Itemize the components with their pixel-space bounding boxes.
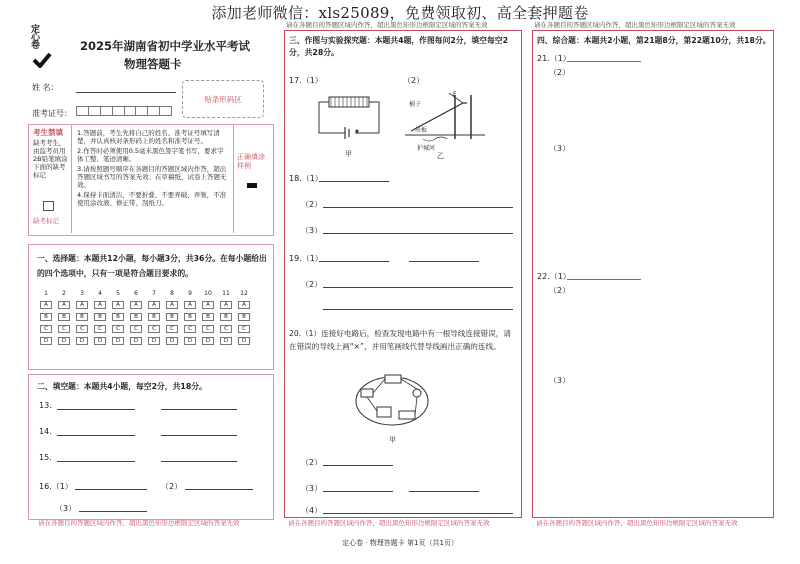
answer-sheet [26, 18, 778, 530]
choice-option-bubble[interactable]: D [112, 337, 124, 345]
q16-part3-label: （3） [55, 504, 77, 513]
q20-part3-label: （3） [301, 484, 323, 493]
choice-option-bubble[interactable]: A [58, 301, 70, 309]
choice-option-bubble[interactable]: A [40, 301, 52, 309]
instruction-2: 2.作答时必须使用0.5毫米黑色签字笔书写，要求字体工整、笔迹清晰。 [77, 147, 224, 163]
choice-option-bubble[interactable]: B [130, 313, 142, 321]
choice-number: 8 [170, 289, 174, 297]
column-middle [284, 18, 524, 530]
exam-no-boxes[interactable] [76, 106, 172, 116]
q22-label: 22.（1） [537, 272, 571, 281]
choice-option-bubble[interactable]: B [202, 313, 214, 321]
choice-option-bubble[interactable]: D [130, 337, 142, 345]
choice-option-bubble[interactable]: A [148, 301, 160, 309]
fig-b-label-1: 桶子 [409, 101, 422, 108]
fig-a-caption: 甲 [345, 150, 352, 158]
exam-no-label: 准考证号： [32, 109, 72, 118]
choice-option-bubble[interactable]: D [202, 337, 214, 345]
choice-option-bubble[interactable]: B [94, 313, 106, 321]
q22-part2-label: （2） [549, 286, 571, 295]
q20-blank-1[interactable] [323, 465, 393, 466]
comprehensive-title: 四、综合题：本题共2小题，第21题8分，第22题10分，共18分。 [537, 36, 771, 45]
section-fill [28, 374, 274, 520]
q18-label: 18.（1） [289, 174, 323, 183]
promo-banner: 添加老师微信：xls25089，免费领取初、高全套押题卷 [211, 4, 589, 22]
choice-option-bubble[interactable]: B [166, 313, 178, 321]
q15-blank-1[interactable] [57, 461, 135, 462]
choice-option-bubble[interactable]: C [130, 325, 142, 333]
choice-option-bubble[interactable]: A [94, 301, 106, 309]
q19-blank-3[interactable] [323, 287, 513, 288]
q15-blank-2[interactable] [161, 461, 237, 462]
top-warning-2: 请在各题目的答题区域内作答，超出黑色矩形边框限定区域的答案无效 [286, 21, 488, 29]
section-experiment [284, 30, 522, 518]
barcode-label: 贴条形码区 [204, 95, 242, 104]
choice-option-bubble[interactable]: A [202, 301, 214, 309]
name-field[interactable] [76, 92, 176, 93]
sheet-title: 物理答题卡 [124, 57, 182, 71]
instruction-1: 1.答题前，考生先将自己的姓名、准考证号填写清楚，并认真核对条形码上的姓名和准考证号。 [77, 129, 220, 145]
solenoid-figure [315, 91, 385, 147]
q14-label: 14. [39, 427, 52, 436]
logo-text: 定心卷 [29, 24, 39, 48]
choice-option-bubble[interactable]: D [40, 337, 52, 345]
choice-option-bubble[interactable]: D [220, 337, 232, 345]
fig-b-label-3: 护城河 [417, 145, 436, 152]
q13-blank-2[interactable] [161, 409, 237, 410]
q17-label: 17.（1） [289, 76, 323, 85]
choice-number: 12 [240, 289, 248, 297]
choice-option-bubble[interactable]: C [184, 325, 196, 333]
experiment-title: 三、作图与实验探究题：本题共4题，作图每问2分，填空每空2分，共28分。 [289, 36, 508, 57]
q20-text: 20.（1）连接好电路后，检查发现电路中有一根导线连接错误，请在错误的导线上画“×”，并用笔画线代替导线画出正确的连线。 [289, 329, 511, 351]
choice-number: 7 [152, 289, 156, 297]
q21-blank-1[interactable] [567, 61, 641, 62]
q20-blank-2[interactable] [323, 491, 393, 492]
choice-option-bubble[interactable]: B [238, 313, 250, 321]
choice-option-bubble[interactable]: A [184, 301, 196, 309]
choice-grid [37, 287, 253, 347]
choice-option-bubble[interactable]: D [76, 337, 88, 345]
choice-option-bubble[interactable]: C [148, 325, 160, 333]
q19-part2-label: （2） [301, 280, 323, 289]
fill-sample [247, 183, 257, 188]
instruction-4: 4.保持卡面清洁，不要折叠、不要弄破、弄皱，不准使用涂改液、修正带、刮纸刀。 [77, 191, 227, 207]
q16-label: 16.（1） [39, 482, 73, 491]
q20-part2-label: （2） [301, 458, 323, 467]
choice-number: 11 [222, 289, 230, 297]
choice-option-bubble[interactable]: B [148, 313, 160, 321]
candidate-check-body: 缺考考生，由监考员用2B铅笔填涂下面的缺考标记 [33, 139, 68, 179]
choice-option-bubble[interactable]: A [112, 301, 124, 309]
choice-option-bubble[interactable]: C [238, 325, 250, 333]
choice-title: 一、选择题：本题共12小题，每小题3分，共36分。在每小题给出的四个选项中，只有一项是符合题目要求的。 [37, 254, 267, 278]
choice-number: 5 [116, 289, 120, 297]
absent-mark-label: 缺考标记 [33, 217, 59, 225]
choice-option-bubble[interactable]: D [238, 337, 250, 345]
bottom-warning-3: 请在各题目的答题区域内作答，超出黑色矩形边框限定区域的答案无效 [536, 519, 738, 527]
choice-option-bubble[interactable]: C [40, 325, 52, 333]
choice-option-bubble[interactable]: C [58, 325, 70, 333]
notes-box [28, 124, 274, 236]
q21-label: 21.（1） [537, 54, 571, 63]
q14-blank-1[interactable] [57, 435, 135, 436]
choice-number: 9 [188, 289, 192, 297]
drawbridge-figure [405, 89, 485, 149]
column-left [26, 18, 274, 530]
choice-number: 4 [98, 289, 102, 297]
q18-blank-1[interactable] [319, 181, 389, 182]
checkmark-icon [32, 52, 52, 68]
choice-option-bubble[interactable]: C [112, 325, 124, 333]
q22-blank-1[interactable] [567, 279, 641, 280]
top-warning-3: 请在各题目的答题区域内作答，超出黑色矩形边框限定区域的答案无效 [534, 21, 736, 29]
choice-option-bubble[interactable]: A [220, 301, 232, 309]
q20-part4-label: （4） [301, 506, 323, 515]
choice-number: 3 [80, 289, 84, 297]
choice-option-bubble[interactable]: D [184, 337, 196, 345]
q20-blank-4[interactable] [323, 513, 513, 514]
section-comprehensive [532, 30, 774, 518]
choice-number: 2 [62, 289, 66, 297]
choice-number: 10 [204, 289, 212, 297]
q13-label: 13. [39, 401, 52, 410]
choice-option-bubble[interactable]: A [238, 301, 250, 309]
q17-part2-label: （2） [403, 76, 425, 85]
barcode-area [182, 80, 264, 118]
q21-part3-label: （3） [549, 144, 571, 153]
fig-b-label-2: 吊板 [415, 127, 428, 134]
choice-option-bubble[interactable]: C [76, 325, 88, 333]
absent-mark-box[interactable] [43, 201, 54, 211]
column-right [532, 18, 778, 530]
circuit-figure [347, 371, 437, 431]
choice-option-bubble[interactable]: C [166, 325, 178, 333]
choice-option-bubble[interactable]: A [76, 301, 88, 309]
section-choice [28, 244, 274, 370]
name-label: 姓 名： [32, 83, 59, 92]
page-footer: 定心卷 · 物理答题卡 第1页（共1页） [342, 539, 458, 547]
q19-blank-2[interactable] [409, 261, 479, 262]
q16-blank-1[interactable] [75, 489, 147, 490]
q18-blank-2[interactable] [323, 207, 513, 208]
q20-blank-3[interactable] [409, 491, 479, 492]
choice-number: 6 [134, 289, 138, 297]
choice-option-bubble[interactable]: C [220, 325, 232, 333]
logo [28, 24, 58, 68]
choice-option-bubble[interactable]: B [184, 313, 196, 321]
candidate-check-title: 考生禁填 [33, 128, 63, 137]
bottom-warning-2: 请在各题目的答题区域内作答，超出黑色矩形边框限定区域的答案无效 [288, 519, 490, 527]
q13-blank-1[interactable] [57, 409, 135, 410]
fig-b-label-4: F [453, 91, 457, 98]
choice-option-bubble[interactable]: B [40, 313, 52, 321]
q18-part3-label: （3） [301, 226, 323, 235]
q18-part2-label: （2） [301, 200, 323, 209]
choice-option-bubble[interactable]: B [220, 313, 232, 321]
fill-title: 二、填空题：本题共4小题，每空2分，共18分。 [37, 382, 207, 391]
choice-option-bubble[interactable]: B [76, 313, 88, 321]
q19-blank-4[interactable] [323, 309, 513, 310]
q15-label: 15. [39, 453, 52, 462]
q16-part2-label: （2） [161, 482, 183, 491]
fig-b-caption: 乙 [437, 152, 444, 160]
choice-option-bubble[interactable]: D [58, 337, 70, 345]
choice-option-bubble[interactable]: A [130, 301, 142, 309]
choice-number: 1 [44, 289, 48, 297]
bottom-warning-1: 请在各题目的答题区域内作答，超出黑色矩形边框限定区域的答案无效 [38, 519, 240, 527]
choice-option-bubble[interactable]: D [166, 337, 178, 345]
choice-option-bubble[interactable]: B [58, 313, 70, 321]
q18-blank-3[interactable] [323, 233, 513, 234]
choice-option-bubble[interactable]: D [148, 337, 160, 345]
choice-option-bubble[interactable]: C [202, 325, 214, 333]
q19-blank-1[interactable] [319, 261, 389, 262]
q16-blank-2[interactable] [185, 489, 253, 490]
choice-option-bubble[interactable]: D [94, 337, 106, 345]
choice-option-bubble[interactable]: A [166, 301, 178, 309]
q19-label: 19.（1） [289, 254, 323, 263]
choice-option-bubble[interactable]: C [94, 325, 106, 333]
q22-part3-label: （3） [549, 376, 571, 385]
exam-title: 2025年湖南省初中学业水平考试 [80, 39, 251, 53]
q14-blank-2[interactable] [161, 435, 237, 436]
q16-blank-3[interactable] [79, 511, 147, 512]
q21-part2-label: （2） [549, 68, 571, 77]
instructions-list [77, 129, 227, 207]
instruction-3: 3.请按照题号顺序在各题目的答题区域内作答，超出答题区域书写的答案无效；在草稿纸、试卷上答题无效。 [77, 165, 227, 189]
fig-circuit-caption: 甲 [389, 436, 396, 444]
sample-title: 正确填涂样例 [237, 153, 265, 170]
choice-option-bubble[interactable]: B [112, 313, 124, 321]
